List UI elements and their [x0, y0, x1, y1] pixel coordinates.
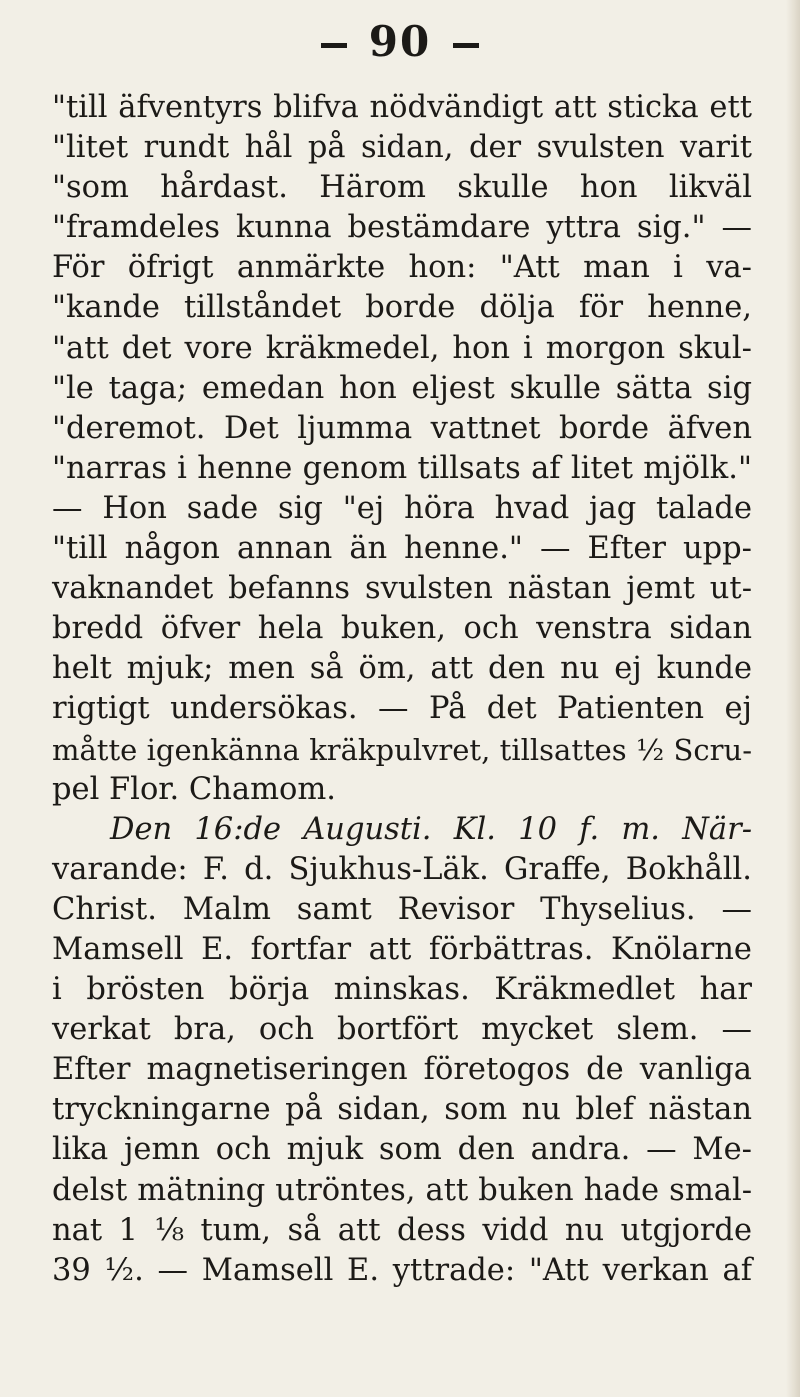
text-line: verkat bra, och bortfört mycket slem. — — [52, 1012, 752, 1048]
text-line: "le taga; emedan hon eljest skulle sätta sig — [52, 370, 752, 406]
text-line: vaknandet befanns svulsten nästan jemt ut- — [52, 571, 752, 607]
text-line: "litet rundt hål på sidan, der svulsten varit — [52, 130, 752, 166]
page-header — [0, 16, 800, 68]
text-line: lika jemn och mjuk som den andra. — Me- — [52, 1132, 752, 1168]
text-line: "att det vore kräkmedel, hon i morgon skul- — [52, 330, 752, 366]
header-dash-right — [453, 43, 479, 48]
text-line: rigtigt undersökas. — På det Patienten ej — [52, 691, 752, 727]
text-line: Den 16:de Augusti. Kl. 10 f. m. När- — [110, 811, 752, 847]
page-number: 90 — [368, 17, 432, 66]
text-line: "framdeles kunna bestämdare yttra sig." — — [52, 210, 752, 246]
text-line: "kande tillståndet borde dölja för henne, — [52, 290, 752, 326]
text-line: "till äfventyrs blifva nödvändigt att sticka ett — [52, 90, 752, 125]
body-text — [52, 88, 752, 1291]
text-line: helt mjuk; men så öm, att den nu ej kunde — [52, 651, 752, 687]
text-line: pel Flor. Chamom. — [52, 771, 336, 807]
text-line: "som hårdast. Härom skulle hon likväl — [52, 170, 752, 206]
text-line: delst mätning utröntes, att buken hade smal- — [52, 1172, 752, 1208]
text-line: i brösten börja minskas. Kräkmedlet har — [52, 972, 752, 1008]
text-line: Christ. Malm samt Revisor Thyselius. — — [52, 891, 752, 927]
text-line: varande: F. d. Sjukhus-Läk. Graffe, Bokhåll. — [52, 851, 752, 887]
text-line: tryckningarne på sidan, som nu blef nästan — [52, 1092, 752, 1128]
text-line: bredd öfver hela buken, och venstra sidan — [52, 611, 752, 647]
text-line: För öfrigt anmärkte hon: "Att man i va- — [52, 250, 752, 286]
text-line: 39 ½. — Mamsell E. yttrade: "Att verkan af — [52, 1252, 752, 1288]
text-line: måtte igenkänna kräkpulvret, tillsattes ½ Scru- — [52, 732, 752, 767]
text-line: "till någon annan än henne." — Efter upp- — [52, 531, 752, 567]
header-dash-left — [321, 43, 347, 48]
text-line: Mamsell E. fortfar att förbättras. Knölarne — [52, 931, 752, 967]
text-line: "deremot. Det ljumma vattnet borde äfven — [52, 410, 752, 446]
page-edge-shadow — [786, 0, 800, 1397]
text-line: nat 1 ⅛ tum, så att dess vidd nu utgjorde — [52, 1212, 752, 1248]
text-line: — Hon sade sig "ej höra hvad jag talade — [52, 490, 752, 526]
text-line: Efter magnetiseringen företogos de vanliga — [52, 1052, 752, 1088]
text-line: "narras i henne genom tillsats af litet mjölk." — [52, 450, 752, 486]
